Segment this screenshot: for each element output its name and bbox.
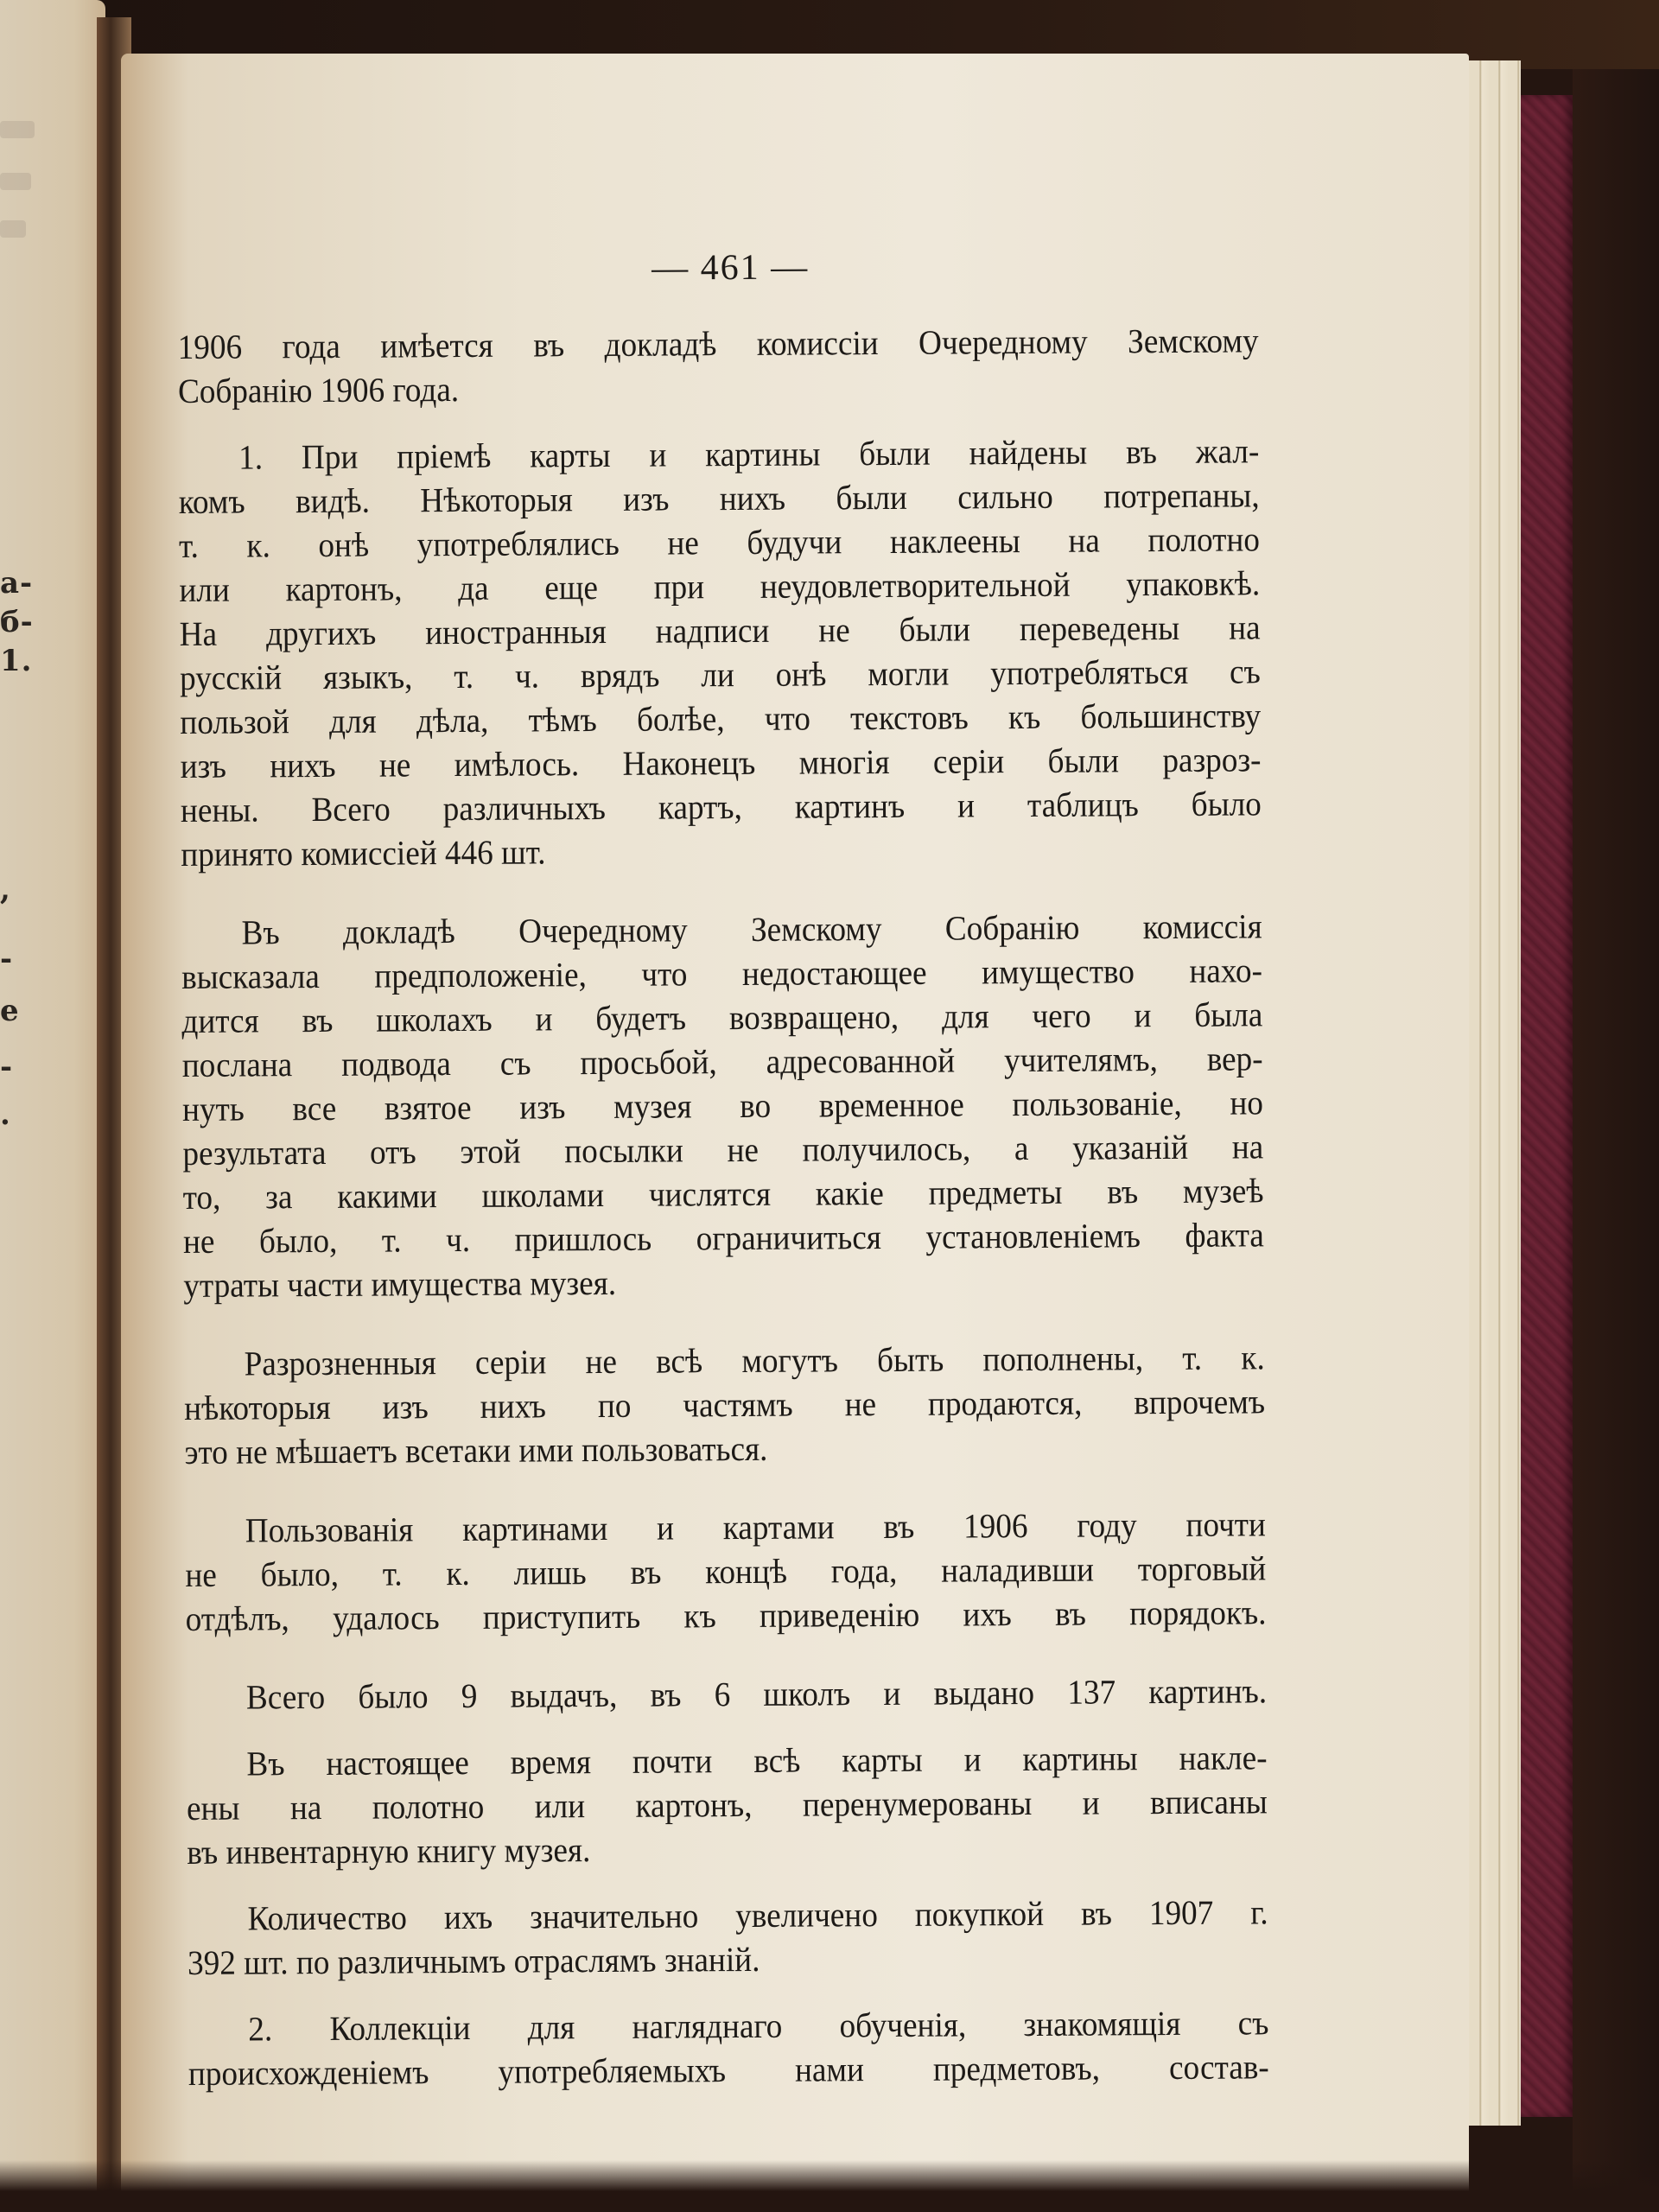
text-line: изъ нихъ не имѣлось. Наконецъ многія серіи были разроз-: [180, 740, 1262, 785]
text-line: отдѣлъ, удалось приступить къ приведенію ихъ въ порядокъ.: [185, 1592, 1267, 1638]
text-line: 1906 года имѣется въ докладѣ комиссіи Очередному Земскому: [177, 321, 1259, 366]
text-line: 1. При пріемѣ карты и картины были найдены въ жал-: [238, 431, 1260, 477]
left-page-edge: [0, 0, 105, 2199]
text-line: Разрозненныя серіи не всѣ могутъ быть пополнены, т. к.: [244, 1338, 1265, 1383]
text-line: или картонъ, да еще при неудовлетворительной упаковкѣ.: [179, 563, 1261, 609]
paragraph-increase: [188, 1890, 1268, 1985]
text-line: Собранію 1906 года.: [177, 370, 460, 410]
paragraph-item-2: [188, 2000, 1268, 2095]
text-line: 2. Коллекціи для нагляднаго обученія, знакомящія съ: [248, 2003, 1269, 2049]
text-line: результата отъ этой посылки не получилось, а указаній на: [182, 1127, 1264, 1173]
paragraph-present: [187, 1735, 1268, 1874]
paragraph-totals: [186, 1669, 1266, 1719]
text-line: русскій языкъ, т. ч. врядъ ли онѣ могли употребляться съ: [179, 652, 1261, 697]
text-line: Всего было 9 выдачъ, въ 6 школъ и выдано 137 картинъ.: [245, 1671, 1268, 1717]
text-line: нѣкоторыя изъ нихъ по частямъ не продаются, впрочемъ: [184, 1382, 1266, 1427]
margin-fragment: -: [0, 942, 14, 976]
text-line: 392 шт. по различнымъ отраслямъ знаній.: [187, 1939, 760, 1982]
book-cover-binding: [1521, 95, 1573, 2117]
text-line: т. к. онѣ употреблялись не будучи наклеены на полотно: [178, 519, 1261, 565]
paragraph-intro: [178, 318, 1259, 413]
text-line: Въ настоящее время почти всѣ карты и картины накле-: [246, 1738, 1268, 1783]
margin-fragment: ,: [0, 873, 11, 907]
text-line: Въ докладѣ Очередному Земскому Собранію комиссія: [241, 906, 1262, 952]
text-line: высказала предположеніе, что недостающее имущество нахо-: [181, 950, 1263, 996]
text-line: Количество ихъ значительно увеличено покупкой въ 1907 г.: [247, 1892, 1268, 1938]
backdrop-right: [1573, 69, 1659, 2212]
text-line: комъ видѣ. Нѣкоторыя изъ нихъ были сильно потрепаны,: [178, 475, 1260, 521]
margin-fragment: -: [0, 1050, 14, 1084]
text-line: нены. Всего различныхъ картъ, картинъ и таблицъ было: [180, 784, 1262, 830]
paragraph-report: [181, 904, 1264, 1307]
text-line: не было, т. к. лишь въ концѣ года, наладивши торговый: [185, 1548, 1267, 1594]
margin-fragment: б-: [0, 605, 34, 639]
paragraph-item-1: [178, 429, 1261, 876]
text-line: то, за какими школами числятся какіе предметы въ музеѣ: [182, 1171, 1264, 1217]
margin-fragment: е: [0, 994, 20, 1028]
ghost-line: [0, 173, 31, 190]
text-line: дится въ школахъ и будетъ возвращено, для чего и была: [181, 995, 1263, 1040]
margin-fragment: а-: [0, 566, 34, 601]
page-number: — 461 —: [651, 247, 810, 289]
ghost-line: [0, 220, 26, 238]
text-line: послана подвода съ просьбой, адресованной учителямъ, вер-: [181, 1039, 1263, 1084]
margin-fragment: 1.: [0, 644, 33, 678]
text-line: Пользованія картинами и картами въ 1906 году почти: [245, 1504, 1267, 1550]
text-line: не было, т. ч. пришлось ограничиться установленіемъ факта: [182, 1215, 1264, 1261]
text-line: происхожденіемъ употребляемыхъ нами предметовъ, состав-: [188, 2047, 1269, 2093]
text-line: ены на полотно или картонъ, перенумерованы и вписаны: [186, 1782, 1268, 1827]
paragraph-usage: [185, 1502, 1266, 1641]
text-line: принято комиссіей 446 шт.: [181, 832, 546, 874]
text-line: На другихъ иностранныя надписи не были переведены на: [179, 607, 1261, 653]
bottom-shadow: [0, 2160, 1659, 2212]
ghost-line: [0, 121, 35, 138]
text-line: утраты части имущества музея.: [183, 1262, 617, 1305]
text-line: нуть все взятое изъ музея во временное пользованіе, но: [181, 1083, 1264, 1128]
text-line: пользой для дѣла, тѣмъ болѣе, что текстовъ къ большинству: [180, 696, 1262, 741]
margin-fragment: .: [0, 1097, 11, 1132]
text-line: въ инвентарную книгу музея.: [187, 1830, 591, 1872]
text-line: это не мѣшаетъ всетаки ими пользоваться.: [184, 1428, 768, 1471]
paragraph-series: [184, 1335, 1265, 1474]
page-text: [177, 244, 1268, 2130]
